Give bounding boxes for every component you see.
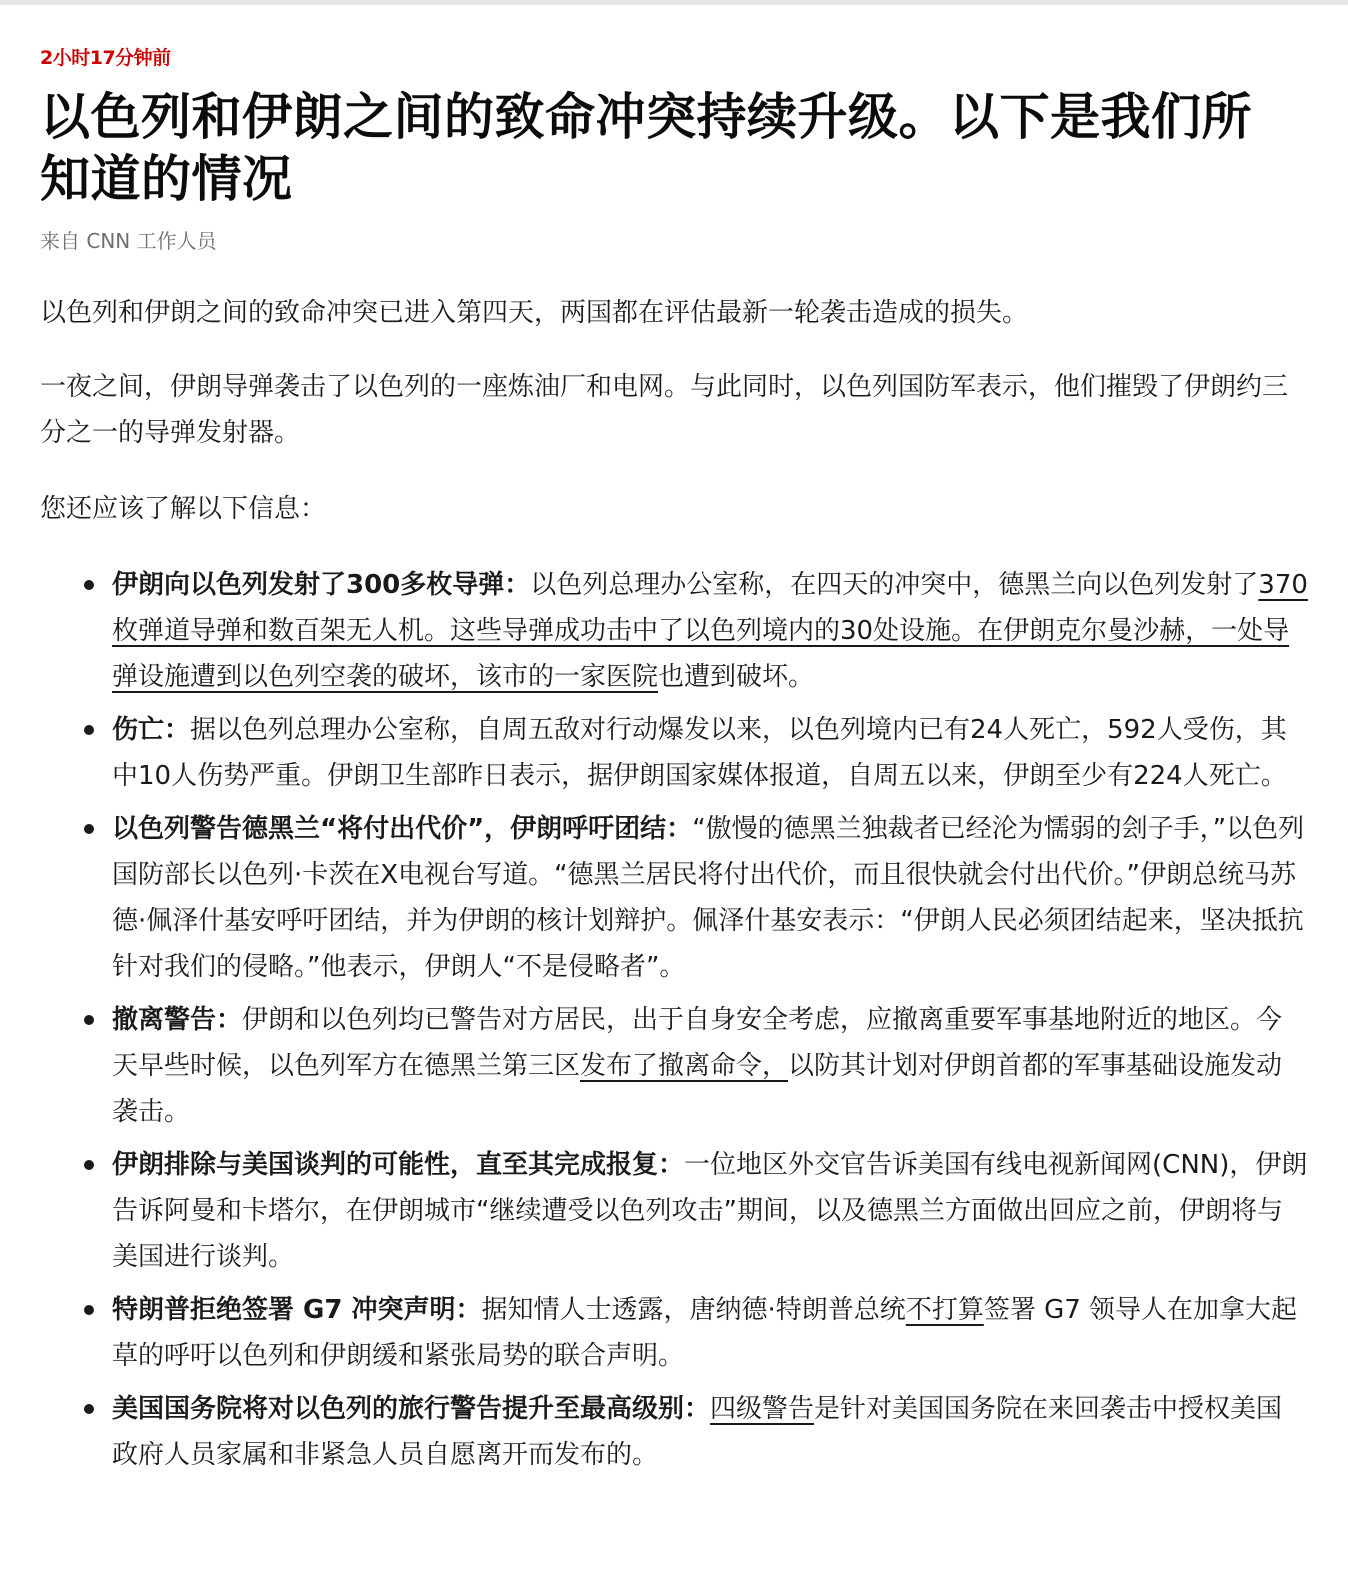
- bullet-text: 以色列总理办公室称，在四天的冲突中，德黑兰向以色列发射了: [530, 570, 1259, 600]
- bullet-lead: 伤亡：: [112, 715, 191, 745]
- headline: 以色列和伊朗之间的致命冲突持续升级。以下是我们所知道的情况: [40, 88, 1252, 208]
- list-item: [40, 562, 1308, 700]
- bullet-dot-icon: [84, 1305, 94, 1315]
- article: [40, 44, 1308, 1485]
- bullet-text: “傲慢的德黑兰独裁者已经沦为懦弱的刽子手，”以色列国防部长以色列·卡茨在X电视台写道。“德黑兰居民将付出代价，而且很快就会付出代价。”伊朗总统马苏德·佩泽什基安呼吁团结，并为伊朗的核计划辩护。佩泽什基安表示：“伊朗人民必须团结起来，坚决抵抗针对我们的侵略。”他表示，伊朗人“不是侵略者”。: [112, 814, 1305, 982]
- bullet-dot-icon: [84, 1015, 94, 1025]
- key-points-list: [40, 562, 1308, 1478]
- bullet-text-after: 是针对美国国务院在来回袭击中授权美国政府人员家属和非紧急人员自愿离开而发布的。: [112, 1394, 1283, 1470]
- bullet-lead: 伊朗排除与美国谈判的可能性，直至其完成报复：: [112, 1150, 685, 1180]
- bullet-text: 伊朗和以色列均已警告对方居民，出于自身安全考虑，应撤离重要军事基地附近的地区。今天早些时候，以色列军方在德黑兰第三区: [112, 1005, 1283, 1081]
- evacuation-order-link[interactable]: 发布了撤离命令，: [580, 1051, 789, 1081]
- bullet-text-after: 也遭到破坏。: [658, 662, 815, 692]
- bullet-text: 一位地区外交官告诉美国有线电视新闻网(CNN)，伊朗告诉阿曼和卡塔尔，在伊朗城市“继续遭受以色列攻击”期间，以及德黑兰方面做出回应之前，伊朗将与美国进行谈判。: [112, 1150, 1308, 1272]
- not-plan-to-sign-link[interactable]: 不打算: [905, 1295, 984, 1325]
- bullet-lead: 伊朗向以色列发射了300多枚导弹：: [112, 570, 531, 600]
- list-item: [40, 1386, 1308, 1478]
- list-item: [40, 1142, 1308, 1280]
- bullet-dot-icon: [84, 1404, 94, 1414]
- bullet-text: 据知情人士透露，唐纳德·特朗普总统: [481, 1295, 906, 1325]
- bullet-dot-icon: [84, 725, 94, 735]
- missiles-link[interactable]: 370枚弹道导弹和数百架无人机。这些导弹成功击中了以色列境内的30处设施。在伊朗克尔曼沙赫，一处导弹设施遭到以色列空袭的破坏，该市的一家医院: [112, 570, 1308, 692]
- list-intro-paragraph: 您还应该了解以下信息：: [40, 494, 327, 524]
- overnight-paragraph: 一夜之间，伊朗导弹袭击了以色列的一座炼油厂和电网。与此同时，以色列国防军表示，他们摧毁了伊朗约三分之一的导弹发射器。: [40, 372, 1289, 448]
- top-divider: [0, 0, 1348, 5]
- bullet-dot-icon: [84, 580, 94, 590]
- byline: 来自 CNN 工作人员: [40, 229, 217, 253]
- bullet-text-after: 以防其计划对伊朗首都的军事基础设施发动袭击。: [112, 1051, 1283, 1127]
- timestamp: 2小时17分钟前: [40, 47, 171, 69]
- bullet-lead: 特朗普拒绝签署 G7 冲突声明：: [112, 1295, 482, 1325]
- list-item: [40, 707, 1308, 799]
- bullet-text-after: 签署 G7 领导人在加拿大起草的呼吁以色列和伊朗缓和紧张局势的联合声明。: [112, 1295, 1298, 1371]
- list-item: [40, 806, 1308, 990]
- bullet-dot-icon: [84, 1160, 94, 1170]
- list-item: [40, 997, 1308, 1135]
- bullet-lead: 以色列警告德黑兰“将付出代价”，伊朗呼吁团结：: [112, 814, 693, 844]
- level-four-warning-link[interactable]: 四级警告: [710, 1394, 815, 1424]
- bullet-lead: 美国国务院将对以色列的旅行警告提升至最高级别：: [112, 1394, 711, 1424]
- bullet-dot-icon: [84, 824, 94, 834]
- bullet-text: 据以色列总理办公室称，自周五敌对行动爆发以来，以色列境内已有24人死亡，592人受伤，其中10人伤势严重。伊朗卫生部昨日表示，据伊朗国家媒体报道，自周五以来，伊朗至少有224人死亡。: [112, 715, 1287, 791]
- list-item: [40, 1287, 1308, 1379]
- intro-paragraph: 以色列和伊朗之间的致命冲突已进入第四天，两国都在评估最新一轮袭击造成的损失。: [40, 298, 1029, 328]
- bullet-lead: 撤离警告：: [112, 1005, 243, 1035]
